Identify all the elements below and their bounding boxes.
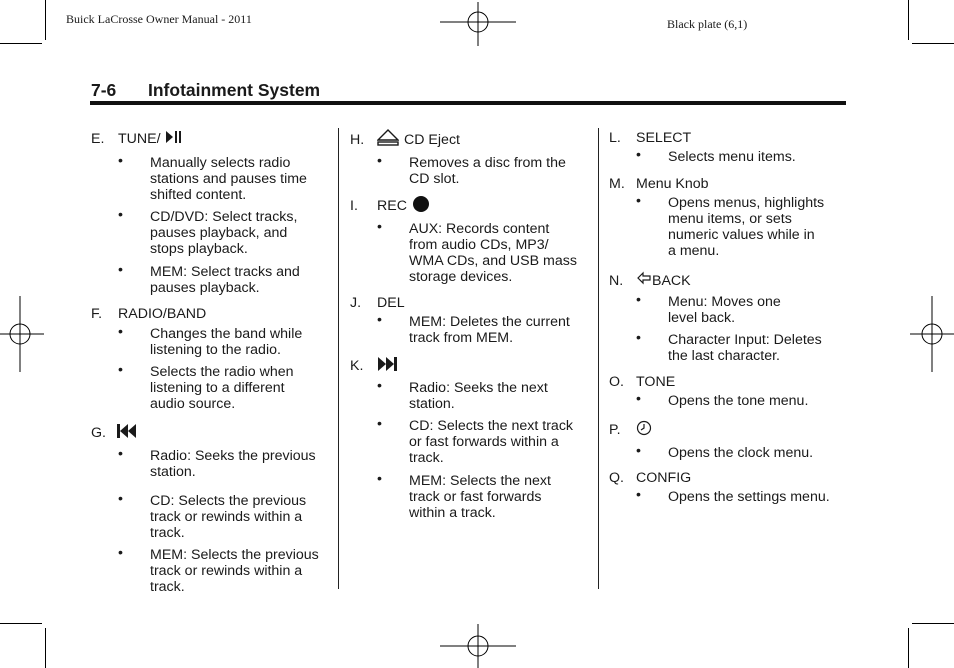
bullet-text: Selects the radio when listening to a different audio source.	[150, 364, 294, 412]
bullet-text: MEM: Selects the previous track or rewinds within a track.	[150, 547, 319, 595]
bullet-text: CD: Selects the next track or fast forwards within a track.	[409, 418, 574, 466]
bullet-dot: •	[636, 443, 641, 459]
item-label: REC	[377, 198, 407, 214]
bullet-text: Opens menus, highlights menu items, or sets numeric values while in a menu.	[668, 195, 825, 259]
bullet-dot: •	[377, 312, 382, 328]
bullet-text: Opens the settings menu.	[668, 489, 830, 505]
bullet-text: CD/DVD: Select tracks, pauses playback, and stops playback.	[150, 209, 298, 257]
bullet-dot: •	[636, 487, 641, 503]
column-divider	[598, 128, 599, 589]
column-divider	[338, 128, 339, 589]
bullet-text: Changes the band while listening to the radio.	[150, 326, 303, 358]
item-label: TUNE/	[118, 131, 161, 147]
bullet-text: CD: Selects the previous track or rewinds within a track.	[150, 493, 307, 541]
bullet-text: MEM: Selects the next track or fast forwards within a track.	[409, 473, 551, 521]
bullet-dot: •	[118, 446, 123, 462]
registration-mark-left-icon	[0, 296, 44, 372]
bullet-dot: •	[118, 262, 123, 278]
registration-mark-bottom-icon	[440, 624, 516, 668]
registration-mark-top-icon	[440, 2, 516, 46]
tune-seek-icon	[164, 129, 186, 149]
bullet-text: Opens the tone menu.	[668, 393, 809, 409]
item-letter: E.	[91, 131, 105, 147]
bullet-text: AUX: Records content from audio CDs, MP3/ WMA CDs, and USB mass storage devices.	[409, 221, 577, 285]
page-title: Infotainment System	[148, 80, 321, 100]
bullet-dot: •	[377, 219, 382, 235]
bullet-text: Radio: Seeks the next station.	[409, 380, 548, 412]
item-letter: L.	[609, 130, 621, 146]
bullet-dot: •	[118, 545, 123, 561]
bullet-text: Selects menu items.	[668, 149, 796, 165]
bullet-dot: •	[377, 416, 382, 432]
item-label: RADIO/BAND	[118, 306, 207, 322]
item-label: Menu Knob	[636, 176, 709, 192]
item-label: SELECT	[636, 130, 692, 146]
item-letter: J.	[350, 295, 362, 311]
print-header-right: Black plate (6,1)	[667, 17, 748, 31]
page-number: 7-6	[91, 80, 117, 100]
seek-back-icon	[116, 422, 138, 444]
bullet-text: MEM: Deletes the current track from MEM.	[409, 314, 570, 346]
bullet-dot: •	[377, 471, 382, 487]
bullet-text: MEM: Select tracks and pauses playback.	[150, 264, 300, 296]
bullet-dot: •	[636, 147, 641, 163]
clock-icon	[636, 420, 652, 440]
bullet-text: Character Input: Deletes the last character.	[668, 332, 822, 364]
bullet-dot: •	[118, 153, 123, 169]
item-letter: P.	[609, 422, 621, 438]
item-label: CONFIG	[636, 470, 692, 486]
item-letter: Q.	[609, 470, 624, 486]
item-label: BACK	[652, 273, 691, 289]
item-letter: I.	[350, 198, 358, 214]
bullet-dot: •	[118, 324, 123, 340]
item-letter: O.	[609, 374, 624, 390]
item-letter: N.	[609, 273, 624, 289]
back-arrow-icon	[636, 271, 652, 291]
seek-forward-icon	[376, 355, 398, 377]
item-letter: G.	[91, 425, 106, 441]
record-icon	[412, 195, 430, 217]
print-header-left: Buick LaCrosse Owner Manual - 2011	[66, 12, 252, 26]
eject-icon	[377, 129, 399, 151]
registration-mark-right-icon	[910, 296, 954, 372]
bullet-dot: •	[118, 362, 123, 378]
bullet-text: Manually selects radio stations and pauses time shifted content.	[150, 155, 307, 203]
item-label: DEL	[377, 295, 405, 311]
item-label: TONE	[636, 374, 676, 390]
bullet-text: Removes a disc from the CD slot.	[409, 155, 566, 187]
heading-rule	[90, 101, 846, 105]
bullet-dot: •	[118, 207, 123, 223]
bullet-text: Menu: Moves one level back.	[668, 294, 781, 326]
item-letter: M.	[609, 176, 625, 192]
bullet-text: Radio: Seeks the previous station.	[150, 448, 316, 480]
bullet-dot: •	[636, 193, 641, 209]
bullet-dot: •	[118, 491, 123, 507]
bullet-dot: •	[377, 153, 382, 169]
item-letter: K.	[350, 358, 364, 374]
bullet-dot: •	[636, 391, 641, 407]
bullet-dot: •	[636, 292, 641, 308]
item-letter: F.	[91, 306, 103, 322]
bullet-text: Opens the clock menu.	[668, 445, 814, 461]
item-label: CD Eject	[404, 132, 460, 148]
bullet-dot: •	[377, 378, 382, 394]
bullet-dot: •	[636, 330, 641, 346]
item-letter: H.	[350, 132, 365, 148]
